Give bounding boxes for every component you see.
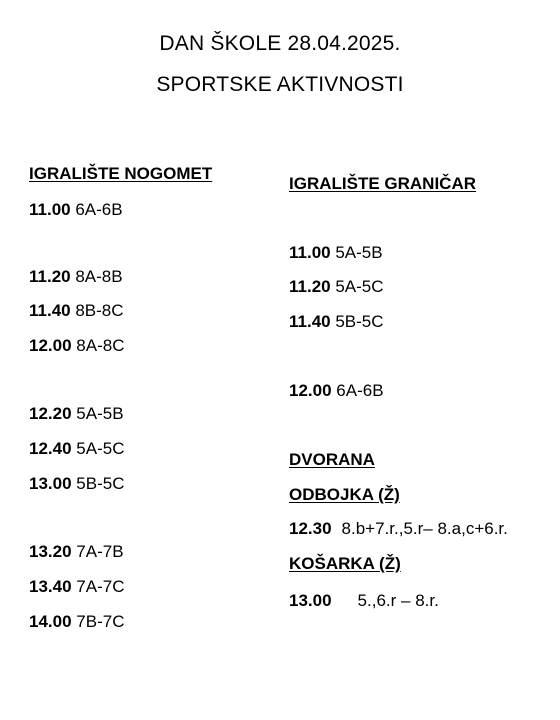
football-field-heading: IGRALIŠTE NOGOMET [29, 164, 213, 183]
row-match: 5B-5C [76, 474, 125, 493]
schedule-row [29, 404, 124, 424]
row-match: 5A-5C [335, 277, 384, 296]
schedule-row [289, 243, 383, 263]
row-time: 11.20 [289, 277, 331, 296]
row-match: 5A-5C [76, 439, 125, 458]
row-time: 14.00 [29, 612, 72, 631]
dodgeball-field-heading: IGRALIŠTE GRANIČAR [289, 174, 476, 193]
row-match: 6A-6B [336, 381, 384, 400]
row-match: 7A-7C [76, 577, 125, 596]
row-match: 7B-7C [76, 612, 125, 631]
page-title: DAN ŠKOLE 28.04.2025. [159, 32, 401, 55]
row-time: 12.00 [29, 336, 72, 355]
row-time: 11.00 [29, 200, 71, 219]
page-subtitle: SPORTSKE AKTIVNOSTI [156, 73, 404, 96]
row-time: 13.20 [29, 542, 72, 561]
row-time: 12.00 [289, 381, 332, 400]
row-time: 11.40 [289, 312, 331, 331]
schedule-row [289, 519, 508, 539]
hall-heading: DVORANA [289, 450, 375, 469]
schedule-row [289, 312, 384, 332]
schedule-row [289, 277, 384, 297]
row-time: 11.40 [29, 301, 71, 320]
row-match: 8.b+7.r.,5.r– 8.a,c+6.r. [341, 519, 508, 538]
row-match: 5.,6.r – 8.r. [357, 591, 439, 610]
row-match: 5B-5C [335, 312, 384, 331]
schedule-row [29, 542, 124, 562]
schedule-row [29, 474, 124, 494]
row-match: 8B-8C [75, 301, 124, 320]
schedule-row [29, 612, 124, 632]
row-time: 12.20 [29, 404, 72, 423]
row-match: 7A-7B [76, 542, 124, 561]
schedule-row [289, 381, 384, 401]
volleyball-heading: ODBOJKA (Ž) [289, 485, 400, 504]
row-time: 11.20 [29, 267, 71, 286]
schedule-row [29, 577, 124, 597]
row-match: 8A-8B [75, 267, 123, 286]
row-time: 13.40 [29, 577, 72, 596]
row-time: 13.00 [289, 591, 332, 610]
row-time: 13.00 [29, 474, 72, 493]
schedule-row [29, 336, 124, 356]
row-match: 6A-6B [75, 200, 123, 219]
schedule-row [29, 267, 123, 287]
row-time: 12.30 [289, 519, 332, 538]
basketball-heading: KOŠARKA (Ž) [289, 554, 401, 573]
schedule-row [29, 301, 124, 321]
schedule-row [29, 200, 123, 220]
schedule-row [29, 439, 124, 459]
row-time: 12.40 [29, 439, 72, 458]
row-match: 5A-5B [335, 243, 383, 262]
row-match: 5A-5B [76, 404, 124, 423]
row-match: 8A-8C [76, 336, 125, 355]
row-time: 11.00 [289, 243, 331, 262]
schedule-row [289, 591, 439, 611]
